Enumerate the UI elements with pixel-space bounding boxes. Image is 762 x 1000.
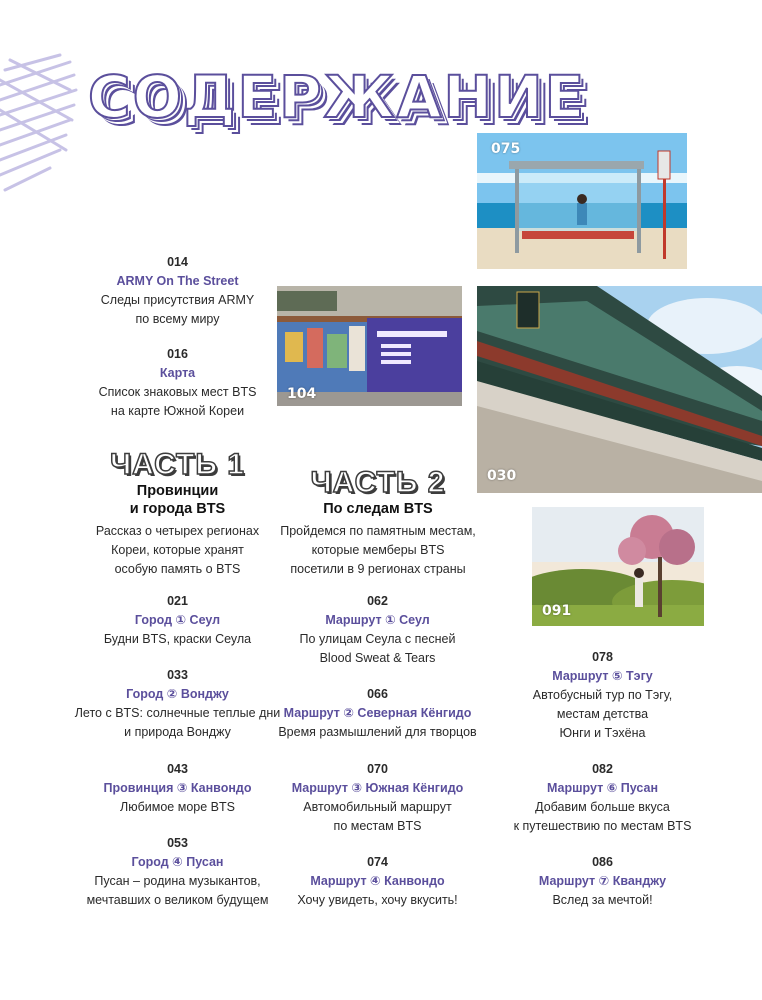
toc-description: Лето с BTS: солнечные теплые дни и природа Вонджу xyxy=(74,706,281,739)
page-title: СОДЕРЖАНИЕ xyxy=(88,63,587,131)
photo-mural-street xyxy=(277,286,462,406)
toc-heading: ARMY On The Street xyxy=(116,274,239,288)
toc-description: Любимое море BTS xyxy=(120,800,235,814)
toc-page-number: 086 xyxy=(592,855,613,869)
toc-heading: Маршрут ⑦ Кванджу xyxy=(538,874,667,888)
toc-description: Вслед за мечтой! xyxy=(552,893,653,907)
toc-description: Автомобильный маршрут по местам BTS xyxy=(303,800,452,833)
toc-description: Список знаковых мест BTS на карте Южной Кореи xyxy=(98,385,257,418)
photo-green-hill xyxy=(532,507,704,626)
toc-entry[interactable] xyxy=(90,345,265,421)
toc-entry[interactable] xyxy=(70,834,285,910)
toc-heading: Маршрут ⑥ Пусан xyxy=(546,781,659,795)
toc-description: Будни BTS, краски Сеула xyxy=(103,632,252,646)
part1-description: Рассказ о четырех регионах Кореи, которые хранят особую память о BTS xyxy=(95,524,260,576)
toc-page-number: 078 xyxy=(592,650,613,664)
toc-page-number: 033 xyxy=(167,668,188,682)
toc-entry[interactable] xyxy=(510,853,695,910)
toc-description: Следы присутствия ARMY по всему миру xyxy=(100,293,255,326)
toc-heading: Город ② Вонджу xyxy=(126,687,229,701)
toc-heading: Маршрут ① Сеул xyxy=(325,613,430,627)
toc-page-number: 062 xyxy=(367,594,388,608)
toc-page-number: 014 xyxy=(167,255,188,269)
toc-heading: Провинция ③ Канвондо xyxy=(103,781,252,795)
toc-page-number: 074 xyxy=(367,855,388,869)
toc-description: Время размышлений для творцов xyxy=(278,725,477,739)
toc-page-number: 066 xyxy=(367,687,388,701)
toc-entry[interactable] xyxy=(80,592,275,649)
toc-heading: Маршрут ④ Канвондо xyxy=(310,874,445,888)
photo-page-number: 104 xyxy=(287,386,317,402)
part2-description: Пройдемся по памятным местам, которые мемберы BTS посетили в 9 регионах страны xyxy=(280,524,476,576)
toc-description: Хочу увидеть, хочу вкусить! xyxy=(297,893,458,907)
toc-page-number: 070 xyxy=(367,762,388,776)
toc-heading: Город ① Сеул xyxy=(134,613,221,627)
toc-entry[interactable] xyxy=(80,760,275,817)
toc-heading: Карта xyxy=(159,366,196,380)
toc-description: Автобусный тур по Тэгу, местам детства Юнги и Тэхёна xyxy=(532,688,673,740)
toc-description: Добавим больше вкуса к путешествию по местам BTS xyxy=(513,800,692,833)
toc-entry[interactable] xyxy=(275,760,480,836)
toc-heading: Маршрут ② Северная Кёнгидо xyxy=(283,706,472,720)
toc-entry[interactable] xyxy=(510,760,695,836)
toc-heading: Маршрут ⑤ Тэгу xyxy=(552,669,653,683)
toc-entry[interactable] xyxy=(275,592,480,668)
toc-page-number: 053 xyxy=(167,836,188,850)
photo-page-number: 030 xyxy=(487,468,517,484)
part2-subtitle: По следам BTS xyxy=(323,501,433,517)
toc-entry[interactable] xyxy=(275,853,480,910)
toc-entry[interactable] xyxy=(70,666,285,742)
photo-bus-stop xyxy=(477,133,687,269)
photo-palace-gate xyxy=(477,286,762,493)
photo-page-number: 091 xyxy=(542,603,572,619)
toc-heading: Маршрут ③ Южная Кёнгидо xyxy=(291,781,464,795)
toc-entry[interactable] xyxy=(270,685,485,742)
part2-section xyxy=(278,466,478,579)
toc-entry[interactable] xyxy=(510,648,695,743)
toc-description: Пусан – родина музыкантов, мечтавших о великом будущем xyxy=(86,874,269,907)
part1-subtitle: Провинции и города BTS xyxy=(129,483,226,517)
part2-label: ЧАСТЬ 2 xyxy=(310,466,446,499)
toc-page-number: 016 xyxy=(167,347,188,361)
toc-heading: Город ④ Пусан xyxy=(131,855,224,869)
toc-page-number: 043 xyxy=(167,762,188,776)
toc-page-number: 082 xyxy=(592,762,613,776)
toc-page-number: 021 xyxy=(167,594,188,608)
toc-entry[interactable] xyxy=(90,253,265,329)
part1-section xyxy=(85,448,270,579)
toc-description: По улицам Сеула с песней Blood Sweat & Tears xyxy=(299,632,456,665)
part1-label: ЧАСТЬ 1 xyxy=(110,448,245,481)
decorative-scribble xyxy=(0,50,80,200)
photo-page-number: 075 xyxy=(491,141,521,157)
